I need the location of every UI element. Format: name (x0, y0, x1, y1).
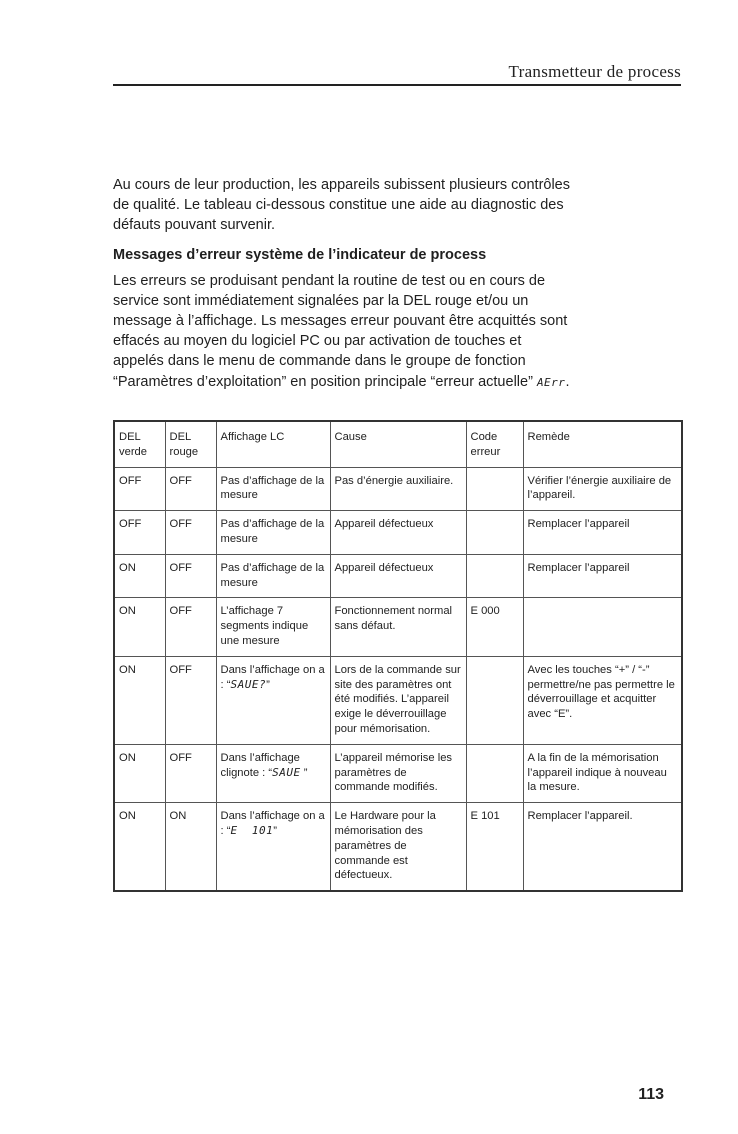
cell-led-green: ON (114, 803, 165, 891)
cell-display: Pas d’affichage de la mesure (216, 554, 330, 598)
cell-led-red: OFF (165, 511, 216, 555)
cell-code (466, 467, 523, 511)
cell-remedy: Remplacer l’appareil (523, 554, 682, 598)
cell-display: Pas d’affichage de la mesure (216, 467, 330, 511)
display-text-end: ” (273, 824, 277, 837)
cell-led-red: OFF (165, 744, 216, 802)
table-row (114, 656, 682, 744)
cell-code (466, 656, 523, 744)
cell-cause: Lors de la commande sur site des paramètres ont été modifiés. L’appareil exige le déverrouillage pour mémorisation. (330, 656, 466, 744)
table-header-row (114, 421, 682, 467)
cell-remedy: A la fin de la mémorisation l’appareil indique à nouveau la mesure. (523, 744, 682, 802)
cell-remedy (523, 598, 682, 656)
page-number: 113 (638, 1086, 664, 1103)
body-text-end: . (565, 373, 570, 390)
cell-cause: Fonctionnement normal sans défaut. (330, 598, 466, 656)
cell-led-green: ON (114, 554, 165, 598)
lcd-code-aerr: AErr (536, 375, 566, 389)
header-rule (113, 84, 681, 86)
table-row (114, 803, 682, 891)
display-text: Dans l’affichage on a : “ (220, 810, 325, 837)
cell-cause: Appareil défectueux (330, 511, 466, 555)
cell-display (216, 803, 330, 891)
cell-cause: L’appareil mémorise les paramètres de commande modifiés. (330, 744, 466, 802)
lcd-code-save-prompt: SAUE? (230, 677, 267, 691)
cell-remedy: Vérifier l’énergie auxiliaire de l’appareil. (523, 467, 682, 511)
section-heading: Messages d’erreur système de l’indicateur de process (113, 246, 487, 263)
cell-display (216, 744, 330, 802)
table-row (114, 467, 682, 511)
cell-led-green: ON (114, 656, 165, 744)
column-header: DEL rouge (165, 421, 216, 467)
column-header: Affichage LC (216, 421, 330, 467)
cell-led-red: ON (165, 803, 216, 891)
column-header: DEL verde (114, 421, 165, 467)
cell-led-red: OFF (165, 467, 216, 511)
cell-code (466, 511, 523, 555)
cell-led-green: OFF (114, 511, 165, 555)
error-table (113, 420, 683, 892)
table-row (114, 511, 682, 555)
table-row (114, 554, 682, 598)
cell-cause: Pas d’énergie auxiliaire. (330, 467, 466, 511)
cell-led-red: OFF (165, 554, 216, 598)
page-content (113, 175, 573, 393)
display-text-end: ” (266, 678, 270, 691)
running-header-title: Transmetteur de process (508, 62, 681, 81)
cell-led-green: OFF (114, 467, 165, 511)
cell-code (466, 744, 523, 802)
column-header: Cause (330, 421, 466, 467)
display-text-end: ” (300, 766, 308, 779)
display-text: Dans l’affichage on a : “ (220, 663, 325, 691)
column-header: Remède (523, 421, 682, 467)
body-text: Les erreurs se produisant pendant la routine de test ou en cours de service sont immédiatement signalées par la DEL rouge et/ou un message à l’affichage. Ls messages erreur pouvant être acquittés sont effacés au moyen du logiciel PC ou par activation de touches et appelés dans le menu de commande dans le groupe de fonction “Paramètres d’exploitation” en position principale “erreur actuelle” (113, 272, 568, 390)
cell-cause: Le Hardware pour la mémorisation des paramètres de commande est défectueux. (330, 803, 466, 891)
column-header: Code erreur (466, 421, 523, 467)
cell-cause: Appareil défectueux (330, 554, 466, 598)
cell-remedy: Remplacer l’appareil. (523, 803, 682, 891)
cell-remedy: Remplacer l’appareil (523, 511, 682, 555)
cell-display (216, 656, 330, 744)
intro-paragraph: Au cours de leur production, les appareils subissent plusieurs contrôles de qualité. Le tableau ci-dessous constitue une aide au diagnostic des défauts pouvant survenir. (113, 177, 570, 234)
cell-display: Pas d’affichage de la mesure (216, 511, 330, 555)
cell-remedy: Avec les touches “+” / “-” permettre/ne pas permettre le déverrouillage et acquitter avec “E”. (523, 656, 682, 744)
lcd-code-e101: E 101 (230, 823, 274, 837)
cell-display: L’affichage 7 segments indique une mesure (216, 598, 330, 656)
cell-code: E 101 (466, 803, 523, 891)
body-paragraph (113, 271, 573, 393)
cell-led-green: ON (114, 598, 165, 656)
table-row (114, 744, 682, 802)
cell-led-green: ON (114, 744, 165, 802)
cell-led-red: OFF (165, 598, 216, 656)
cell-code: E 000 (466, 598, 523, 656)
table-row (114, 598, 682, 656)
lcd-code-save: SAUE (272, 765, 301, 779)
cell-led-red: OFF (165, 656, 216, 744)
cell-code (466, 554, 523, 598)
display-text: Dans l’affichage clignote : “ (220, 751, 300, 779)
